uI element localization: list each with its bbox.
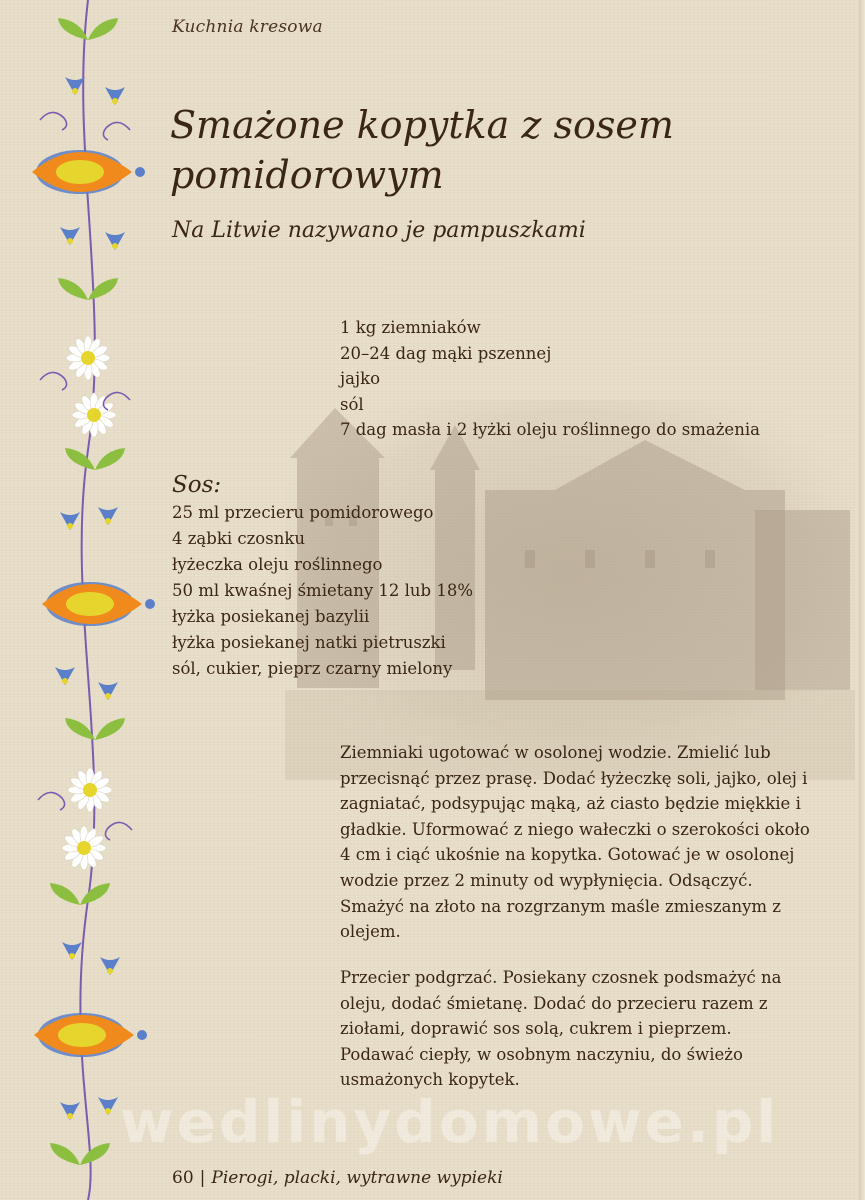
- bellflower-center: [112, 98, 118, 104]
- ingredient-item: 7 dag masła i 2 łyżki oleju roślinnego do smażenia: [340, 420, 760, 439]
- recipe-subtitle: Na Litwie nazywano je pampuszkami: [172, 218, 586, 243]
- folk-floral-border: [0, 0, 160, 1200]
- recipe-title: Smażone kopytka z sosem pomidorowym: [170, 103, 674, 197]
- tulip-dot: [135, 167, 145, 177]
- bellflower-center: [69, 953, 75, 959]
- bellflower-center: [67, 238, 73, 244]
- leaf: [95, 718, 125, 740]
- sauce-heading: Sos:: [172, 472, 222, 498]
- sauce-ingredient-item: 50 ml kwaśnej śmietany 12 lub 18%: [172, 581, 474, 600]
- leaf: [65, 448, 95, 470]
- ingredient-item: 20–24 dag mąki pszennej: [340, 343, 552, 363]
- watermark: wedlinydomowe.pl: [120, 1088, 780, 1156]
- tulip-center: [56, 160, 104, 184]
- ingredient-item: jajko: [340, 369, 381, 388]
- daisy-center: [87, 408, 101, 422]
- sauce-ingredient-item: 4 ząbki czosnku: [172, 529, 305, 548]
- footer-separator: |: [199, 1168, 206, 1188]
- bellflower-center: [72, 88, 78, 94]
- leaf: [88, 18, 118, 40]
- tulip-dot: [137, 1030, 147, 1040]
- bellflower-center: [105, 518, 111, 524]
- ingredient-list: [340, 315, 760, 443]
- tulip-center: [66, 592, 114, 616]
- ingredient-item: 1 kg ziemniaków: [340, 318, 481, 337]
- bellflower-center: [105, 1108, 111, 1114]
- sauce-ingredient-item: łyżka posiekanej bazylii: [172, 607, 370, 626]
- leaf: [58, 18, 88, 40]
- leaf: [80, 883, 110, 905]
- sauce-ingredient-item: łyżeczka oleju roślinnego: [172, 555, 383, 574]
- running-head: Kuchnia kresowa: [172, 17, 323, 37]
- daisy-center: [77, 841, 91, 855]
- sauce-ingredient-item: 25 ml przecieru pomidorowego: [172, 503, 434, 522]
- tulip-center: [58, 1023, 106, 1047]
- curl-ornament: [103, 122, 130, 140]
- method-paragraph-sauce: Przecier podgrzać. Posiekany czosnek podsmażyć na oleju, dodać śmietanę. Dodać do przecieru razem z ziołami, doprawić sos solą, cukrem i pieprzem. Podawać ciepły, w osobnym naczyniu, do świeżo usmażonych kopytek.: [340, 968, 782, 1090]
- bellflower-center: [67, 1113, 73, 1119]
- sauce-ingredient-item: łyżka posiekanej natki pietruszki: [172, 633, 446, 652]
- bellflower-center: [105, 693, 111, 699]
- method-paragraph-dough: Ziemniaki ugotować w osolonej wodzie. Zmielić lub przecisnąć przez prasę. Dodać łyżeczkę soli, jajko, olej i zagniatać, podsypując mąką, aż ciasto będzie miękkie i gładkie. Uformować z niego wałeczki o szerokości około 4 cm i ciąć ukośnie na kopytka. Gotować je w osolonej wodzie przez 2 minuty od wypłynięcia. Odsączyć. Smażyć na złoto na rozgrzanym maśle zmieszanym z olejem.: [340, 743, 810, 942]
- curl-ornament: [38, 792, 65, 810]
- book-spine-shadow: [859, 0, 865, 1200]
- leaf: [50, 883, 80, 905]
- bellflower-center: [67, 523, 73, 529]
- daisy-center: [83, 783, 97, 797]
- leaf: [58, 278, 88, 300]
- curl-ornament: [40, 372, 67, 390]
- sauce-ingredient-item: sól, cukier, pieprz czarny mielony: [172, 659, 453, 678]
- section-title: Pierogi, placki, wytrawne wypieki: [211, 1168, 503, 1188]
- curl-ornament: [105, 822, 132, 840]
- daisy-center: [81, 351, 95, 365]
- bellflower-center: [112, 243, 118, 249]
- bellflower-center: [107, 968, 113, 974]
- leaf: [95, 448, 125, 470]
- leaf: [50, 1143, 80, 1165]
- page-footer: [172, 1168, 503, 1188]
- bellflower-center: [62, 678, 68, 684]
- page-number: 60: [172, 1168, 194, 1188]
- sauce-ingredient-list: [172, 500, 473, 682]
- curl-ornament: [40, 112, 67, 130]
- tulip-dot: [145, 599, 155, 609]
- ingredient-item: sól: [340, 394, 364, 414]
- leaf: [80, 1143, 110, 1165]
